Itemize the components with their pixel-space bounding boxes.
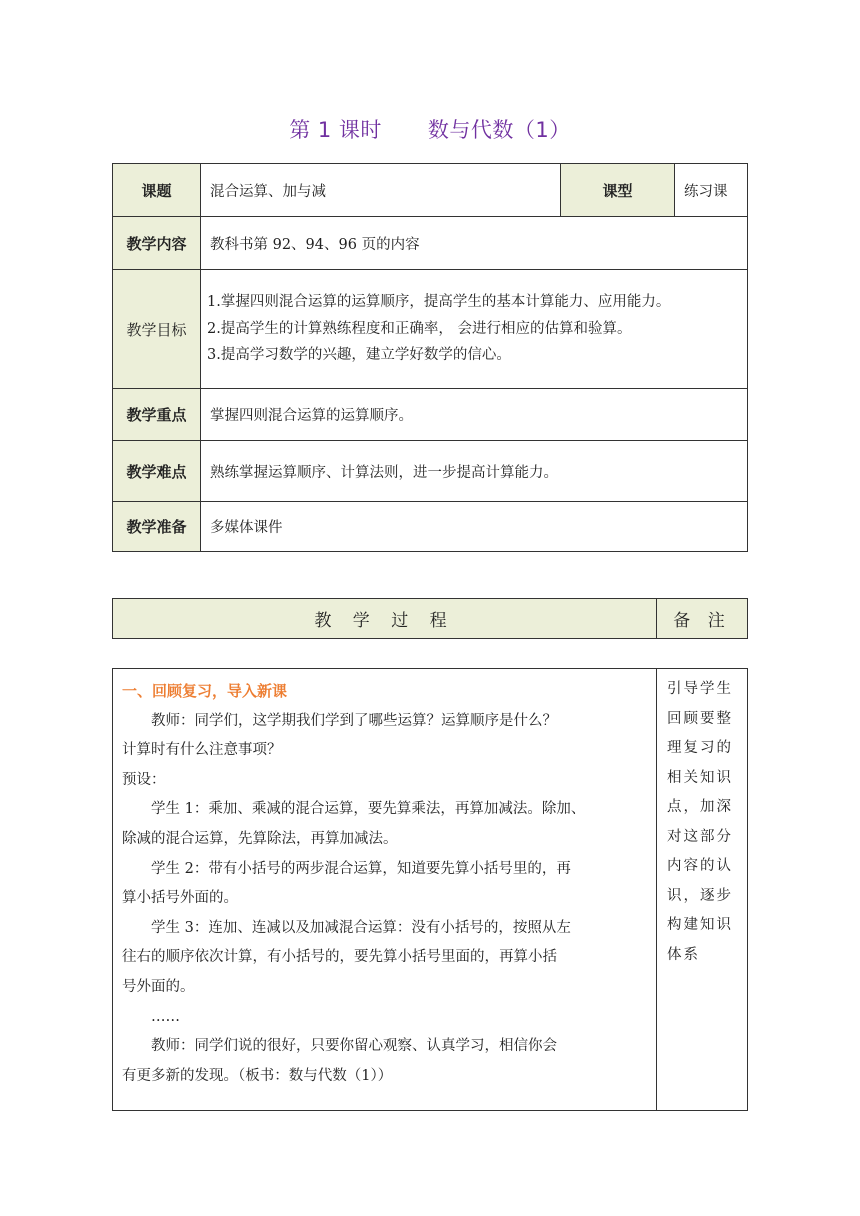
lesson-info-table: [112, 163, 748, 552]
process-line: 有更多新的发现。（板书：数与代数（1））: [122, 1067, 393, 1084]
type-value: 练习课: [675, 164, 748, 217]
process-header-table: [112, 598, 748, 639]
goals-label: 教学目标: [113, 270, 201, 389]
lesson-number: 第 1 课时: [289, 118, 382, 142]
topic-value: 混合运算、加与减: [201, 164, 561, 217]
difficulty-value: 熟练掌握运算顺序、计算法则，进一步提高计算能力。: [201, 441, 748, 502]
lesson-topic: 数与代数（1）: [427, 118, 571, 142]
goal-item: 2.提高学生的计算熟练程度和正确率， 会进行相应的估算和验算。: [207, 320, 632, 337]
content-label: 教学内容: [113, 217, 201, 270]
process-line: ……: [151, 1008, 180, 1025]
note-line: 构建知识: [667, 917, 733, 933]
section-title: 一、回顾复习，导入新课: [122, 682, 288, 700]
note-line: 对这部分: [667, 828, 733, 845]
note-line: 引导学生: [667, 681, 733, 697]
page-title: [0, 114, 860, 144]
topic-label: 课题: [113, 164, 201, 217]
process-line: 教师：同学们，这学期我们学到了哪些运算？运算顺序是什么？: [151, 712, 557, 729]
difficulty-row: [113, 441, 748, 502]
note-line: 内容的认: [667, 858, 733, 874]
goals-row: [113, 270, 748, 389]
note-line: 回顾要整: [667, 710, 733, 727]
preparation-label: 教学准备: [113, 502, 201, 552]
topic-row: [113, 164, 748, 217]
difficulty-label: 教学难点: [113, 441, 201, 502]
note-line: 识，逐步: [667, 887, 733, 904]
content-value: 教科书第 92、94、96 页的内容: [201, 217, 748, 270]
process-body: [113, 669, 657, 1111]
goal-item: 1.掌握四则混合运算的运算顺序，提高学生的基本计算能力、应用能力。: [207, 294, 671, 311]
key-points-label: 教学重点: [113, 389, 201, 441]
process-line: 算小括号外面的。: [122, 890, 238, 907]
process-line: 学生 3：连加、连减以及加减混合运算：没有小括号的，按照从左: [151, 919, 571, 936]
note-line: 理复习的: [667, 740, 733, 756]
process-line: 学生 1：乘加、乘减的混合运算，要先算乘法，再算加减法。除加、: [151, 801, 586, 818]
process-line: 往右的顺序依次计算，有小括号的，要先算小括号里面的，再算小括: [122, 949, 557, 966]
preparation-value: 多媒体课件: [201, 502, 748, 552]
note-line: 相关知识: [667, 769, 733, 786]
process-line: 学生 2：带有小括号的两步混合运算，知道要先算小括号里的，再: [151, 860, 571, 877]
process-notes: [657, 669, 748, 1111]
process-line: 号外面的。: [122, 978, 195, 995]
process-line: 预设：: [122, 771, 166, 788]
process-heading: 教 学 过 程: [113, 599, 657, 639]
process-line: 教师：同学们说的很好，只要你留心观察、认真学习，相信你会: [151, 1038, 557, 1055]
type-label: 课型: [561, 164, 675, 217]
preparation-row: [113, 502, 748, 552]
key-points-row: [113, 389, 748, 441]
key-points-value: 掌握四则混合运算的运算顺序。: [201, 389, 748, 441]
goal-item: 3.提高学习数学的兴趣，建立学好数学的信心。: [207, 347, 511, 364]
content-row: [113, 217, 748, 270]
notes-heading: 备 注: [657, 599, 748, 639]
note-line: 点，加深: [667, 799, 733, 815]
process-table: [112, 668, 748, 1111]
note-line: 体系: [667, 946, 700, 963]
process-line: 除减的混合运算，先算除法，再算加减法。: [122, 830, 398, 847]
goals-list: [201, 270, 748, 389]
process-line: 计算时有什么注意事项？: [122, 742, 282, 759]
